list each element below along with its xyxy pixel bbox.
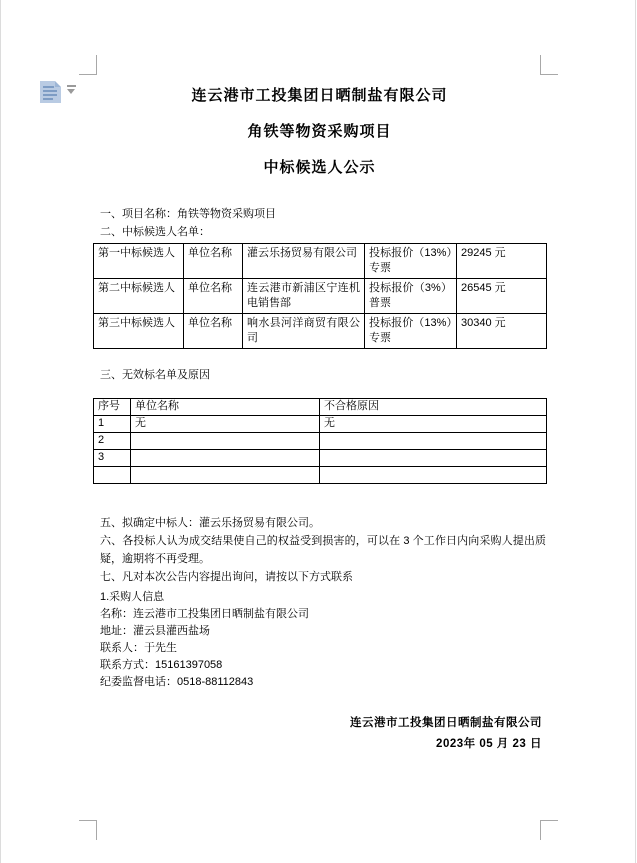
header-不合格原因: 不合格原因 — [320, 399, 547, 416]
candidate-rank: 第一中标候选人 — [94, 244, 184, 279]
document-title-company: 连云港市工投集团日晒制盐有限公司 — [191, 87, 448, 104]
section-1-project-name: 一、项目名称：角铁等物资采购项目 — [100, 208, 276, 220]
price-value: 30340 元 — [457, 314, 547, 349]
table-row — [94, 467, 547, 484]
section-3-invalid-bids-label: 三、无效标名单及原因 — [100, 369, 210, 381]
table-row — [94, 450, 547, 467]
signature-date: 2023年 05 月 23 日 — [436, 738, 542, 750]
candidate-rank: 第二中标候选人 — [94, 279, 184, 314]
purchaser-info-heading: 1.采购人信息 — [100, 591, 165, 603]
table-row — [94, 314, 547, 349]
price-type: 投标报价（13%）专票 — [365, 314, 457, 349]
section-2-candidate-list-label: 二、中标候选人名单： — [100, 226, 210, 238]
purchaser-address: 地址：灌云县灌西盐场 — [100, 625, 210, 637]
contact-phone: 联系方式：15161397058 — [100, 659, 223, 671]
header-序号: 序号 — [94, 399, 131, 416]
section-5-confirmed-winner: 五、拟确定中标人：灌云乐扬贸易有限公司。 — [100, 517, 320, 529]
signature-block — [93, 713, 546, 755]
price-value: 29245 元 — [457, 244, 547, 279]
page-right-edge — [635, 0, 636, 863]
company-name: 连云港市新浦区宁连机电销售部 — [243, 279, 365, 314]
row-unit — [131, 450, 320, 467]
supervision-phone: 纪委监督电话：0518-88112843 — [100, 676, 254, 688]
table-row — [94, 433, 547, 450]
row-reason — [320, 450, 547, 467]
unit-name-label: 单位名称 — [184, 244, 243, 279]
row-index: 2 — [94, 433, 131, 450]
row-index — [94, 467, 131, 484]
text-boundary-mark-bottom-right — [540, 820, 558, 840]
price-type: 投标报价（3%）普票 — [365, 279, 457, 314]
company-name: 响水县河洋商贸有限公司 — [243, 314, 365, 349]
price-value: 26545 元 — [457, 279, 547, 314]
text-boundary-mark-bottom-left — [79, 820, 97, 840]
paste-options-button[interactable] — [40, 80, 78, 104]
document-title-project: 角铁等物资采购项目 — [247, 123, 392, 140]
row-reason: 无 — [320, 416, 547, 433]
section-7-inquiry-contact: 七、凡对本次公告内容提出询问，请按以下方式联系 — [100, 571, 353, 583]
page-left-edge — [0, 0, 1, 863]
signature-company: 连云港市工投集团日晒制盐有限公司 — [350, 717, 542, 729]
row-unit — [131, 433, 320, 450]
purchaser-name: 名称：连云港市工投集团日晒制盐有限公司 — [100, 608, 309, 620]
candidate-rank: 第三中标候选人 — [94, 314, 184, 349]
table-row — [94, 244, 547, 279]
unit-name-label: 单位名称 — [184, 314, 243, 349]
invalid-bids-table — [93, 398, 547, 484]
company-name: 灌云乐扬贸易有限公司 — [243, 244, 365, 279]
document-title-announcement: 中标候选人公示 — [263, 159, 376, 176]
table-row — [94, 279, 547, 314]
row-reason — [320, 433, 547, 450]
table-row — [94, 416, 547, 433]
header-单位名称: 单位名称 — [131, 399, 320, 416]
price-type: 投标报价（13%）专票 — [365, 244, 457, 279]
row-index: 1 — [94, 416, 131, 433]
chevron-down-icon[interactable] — [66, 85, 77, 96]
table-header-row — [94, 399, 547, 416]
paste-options-icon[interactable] — [40, 81, 61, 103]
section-6-objection-notice: 六、各投标人认为成交结果使自己的权益受到损害的，可以在 3 个工作日内向采购人提出质疑，逾期将不再受理。 — [100, 535, 546, 565]
row-index: 3 — [94, 450, 131, 467]
row-unit: 无 — [131, 416, 320, 433]
row-unit — [131, 467, 320, 484]
contact-person: 联系人：于先生 — [100, 642, 177, 654]
row-reason — [320, 467, 547, 484]
document-body — [93, 0, 546, 755]
unit-name-label: 单位名称 — [184, 279, 243, 314]
candidates-table — [93, 243, 547, 349]
